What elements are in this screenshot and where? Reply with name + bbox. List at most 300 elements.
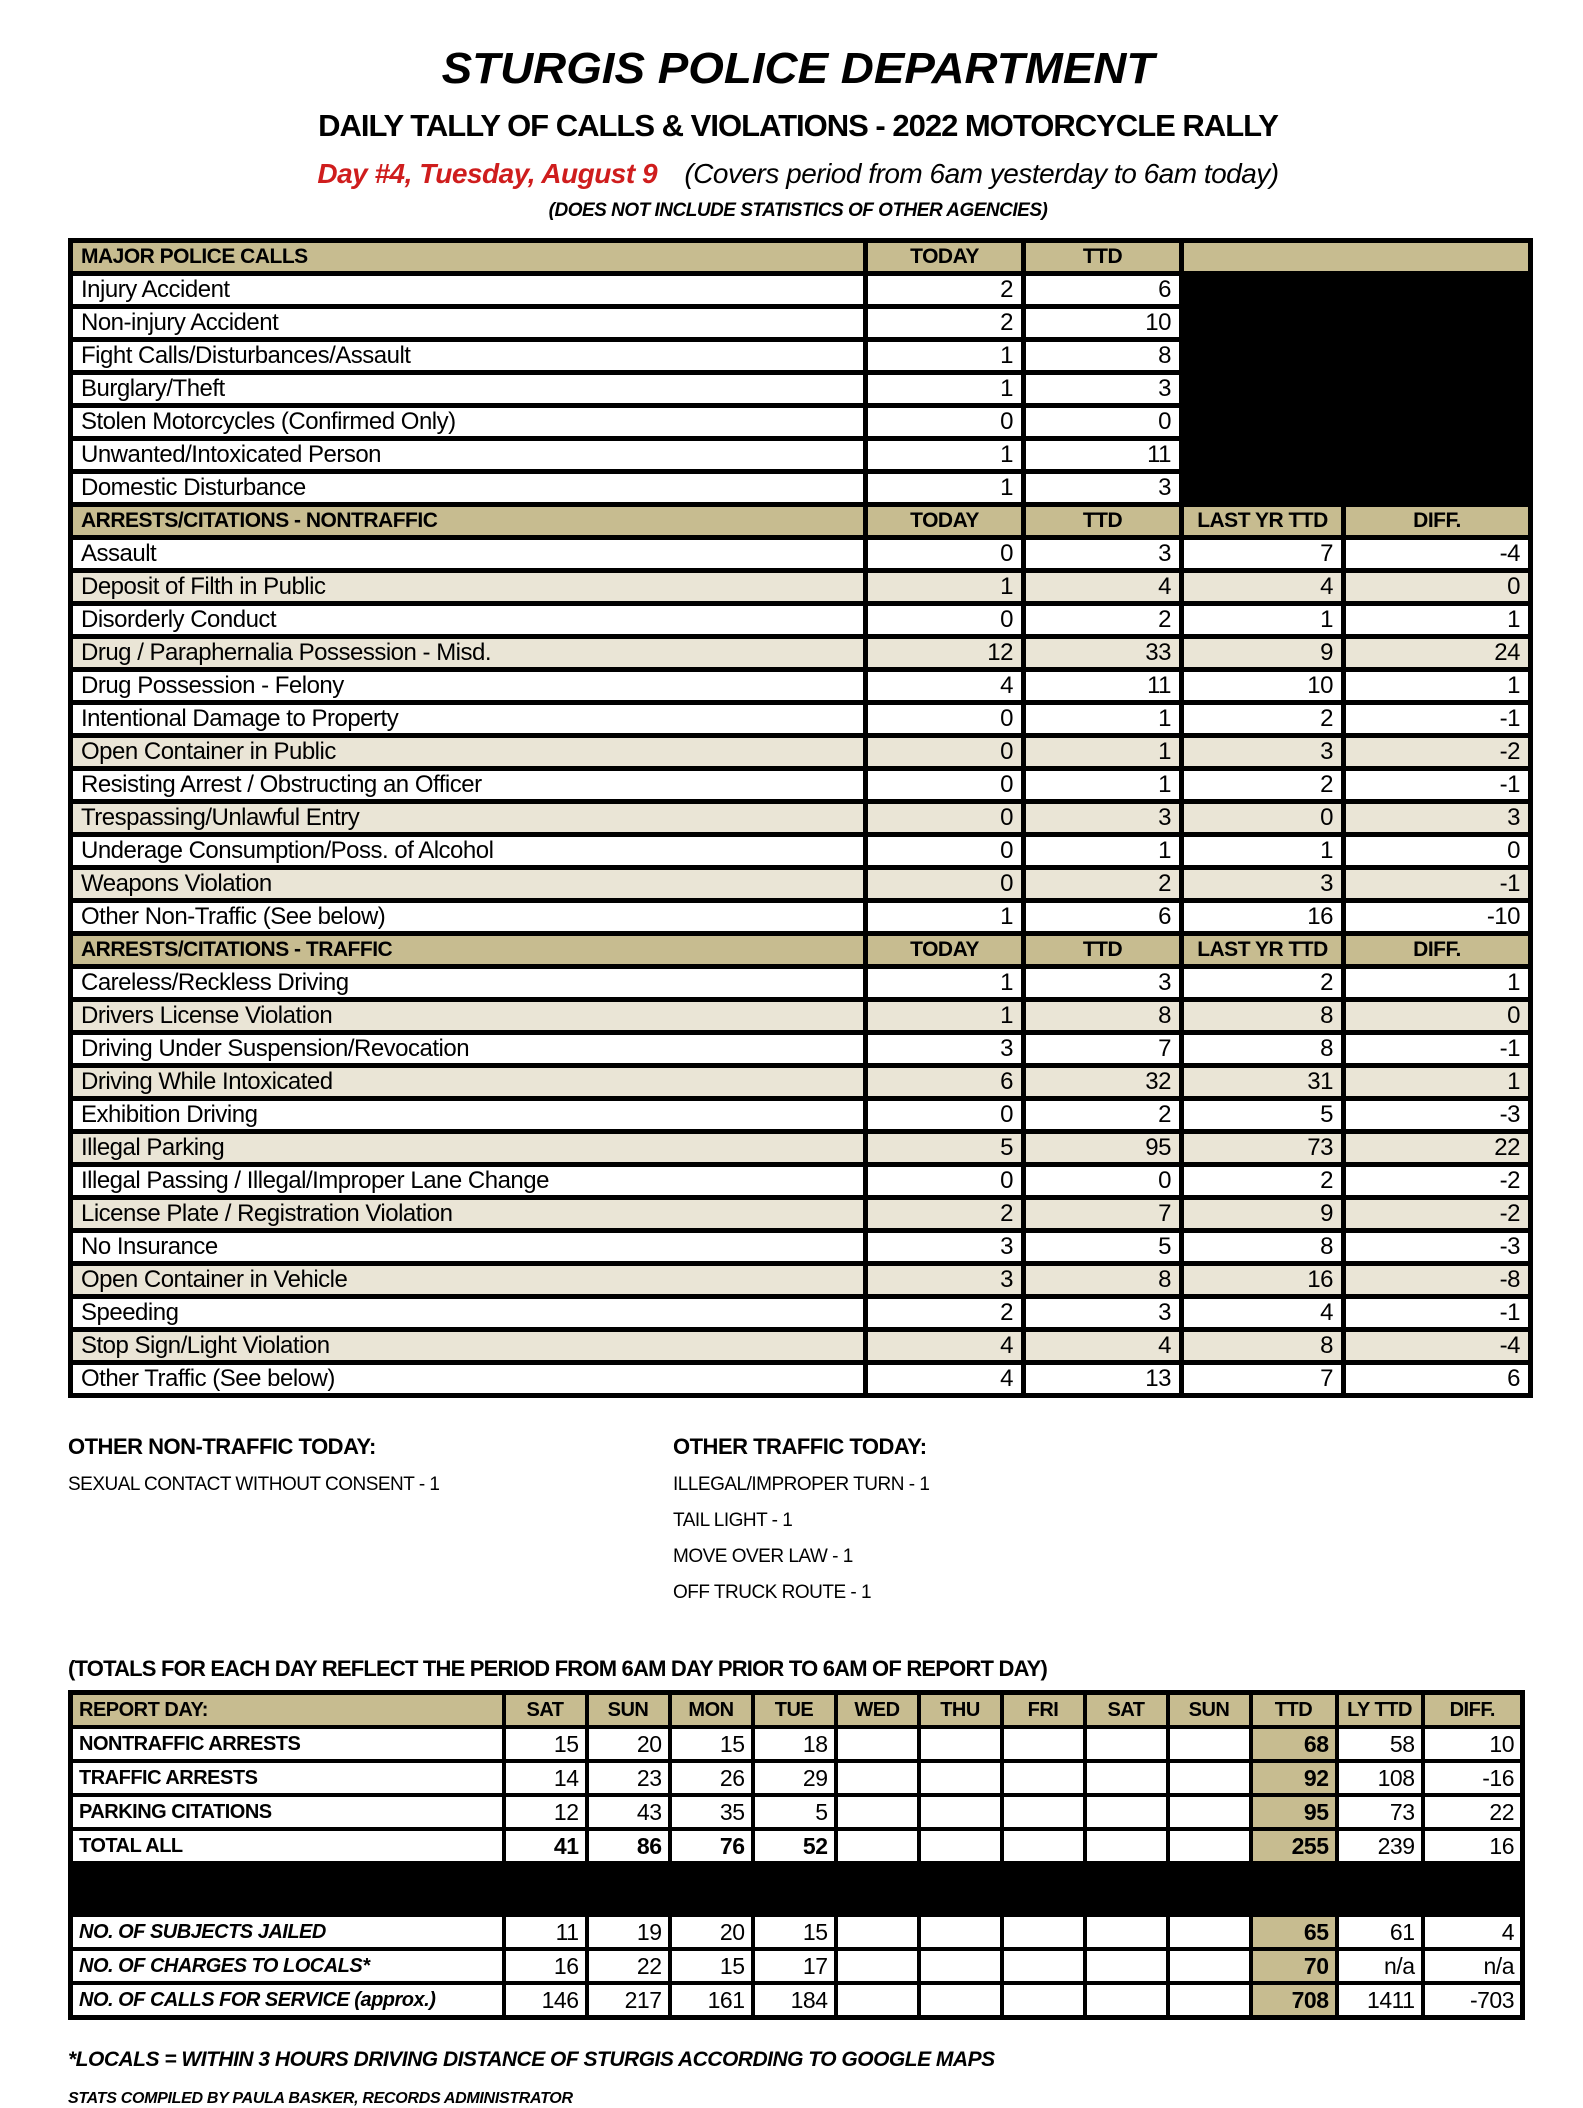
cell-ttd: 5 <box>1024 1231 1182 1264</box>
table-row <box>71 340 1531 373</box>
row-label: Drug Possession - Felony <box>71 670 866 703</box>
cell-day-fri <box>1002 1949 1085 1983</box>
summary-note: (TOTALS FOR EACH DAY REFLECT THE PERIOD FROM 6AM DAY PRIOR TO 6AM OF REPORT DAY) <box>68 1656 1048 1681</box>
col-header-sun2: SUN <box>1168 1693 1251 1728</box>
cell-day-sat: 14 <box>504 1761 587 1795</box>
cell-day-wed <box>836 1983 919 2018</box>
cell-ttd: 3 <box>1024 967 1182 1000</box>
cell-diff: -3 <box>1344 1099 1531 1132</box>
cell-day-tue: 17 <box>753 1949 836 1983</box>
list-item: ILLEGAL/IMPROPER TURN - 1 <box>673 1474 930 1495</box>
cell-diff: 0 <box>1344 571 1531 604</box>
cell-day-fri <box>1002 1795 1085 1829</box>
cell-day-wed <box>836 1915 919 1949</box>
cell-day-sun: 19 <box>587 1915 670 1949</box>
table-row <box>71 802 1531 835</box>
cell-day-thu <box>919 1829 1002 1863</box>
cell-ttd: 3 <box>1024 373 1182 406</box>
cell-day-sun2 <box>1168 1761 1251 1795</box>
cell-day-fri <box>1002 1983 1085 2018</box>
other-traffic-title: OTHER TRAFFIC TODAY: <box>673 1434 927 1459</box>
row-label: PARKING CITATIONS <box>71 1795 504 1829</box>
cell-day-sat2 <box>1085 1795 1168 1829</box>
table-row <box>71 769 1531 802</box>
section-header-row <box>71 505 1531 538</box>
traffic-body <box>71 967 1531 1396</box>
cell-day-wed <box>836 1727 919 1761</box>
col-header-last-yr-ttd: LAST YR TTD <box>1182 934 1344 967</box>
cell-ttd: 7 <box>1024 1033 1182 1066</box>
col-header-tue: TUE <box>753 1693 836 1728</box>
cell-day-mon: 15 <box>670 1949 753 1983</box>
row-label: Underage Consumption/Poss. of Alcohol <box>71 835 866 868</box>
cell-diff: -2 <box>1344 736 1531 769</box>
cell-day-mon: 20 <box>670 1915 753 1949</box>
row-label: License Plate / Registration Violation <box>71 1198 866 1231</box>
table-row <box>71 703 1531 736</box>
cell-diff: -1 <box>1344 868 1531 901</box>
row-label: NO. OF CALLS FOR SERVICE (approx.) <box>71 1983 504 2018</box>
cell-last-yr-ttd: 8 <box>1182 1330 1344 1363</box>
section-title-traffic: ARRESTS/CITATIONS - TRAFFIC <box>71 934 866 967</box>
cell-today: 0 <box>866 1165 1024 1198</box>
row-label: Speeding <box>71 1297 866 1330</box>
row-label: Exhibition Driving <box>71 1099 866 1132</box>
row-label: Careless/Reckless Driving <box>71 967 866 1000</box>
cell-ttd: 7 <box>1024 1198 1182 1231</box>
nontraffic-header <box>71 505 1531 538</box>
cell-last-yr-ttd: 2 <box>1182 703 1344 736</box>
cell-day-sat2 <box>1085 1949 1168 1983</box>
cell-ttd: 3 <box>1024 1297 1182 1330</box>
cell-today: 0 <box>866 736 1024 769</box>
summary-header <box>71 1693 1523 1728</box>
cell-day-mon: 15 <box>670 1727 753 1761</box>
cell-day-sat: 11 <box>504 1915 587 1949</box>
cell-today: 0 <box>866 868 1024 901</box>
tally-table <box>68 238 1533 1398</box>
cell-today: 0 <box>866 406 1024 439</box>
cell-ttd: 0 <box>1024 1165 1182 1198</box>
table-row <box>71 967 1531 1000</box>
summary-table <box>68 1690 1525 2020</box>
cell-ttd: 4 <box>1024 1330 1182 1363</box>
other-nontraffic-list <box>68 1434 673 1604</box>
cell-ttd: 68 <box>1251 1727 1337 1761</box>
section-header-row <box>71 934 1531 967</box>
row-label: Trespassing/Unlawful Entry <box>71 802 866 835</box>
cell-ly-ttd: 239 <box>1337 1829 1423 1863</box>
cell-day-sun2 <box>1168 1795 1251 1829</box>
footnote-locals: *LOCALS = WITHIN 3 HOURS DRIVING DISTANCE OF STURGIS ACCORDING TO GOOGLE MAPS <box>68 2048 995 2071</box>
cell-last-yr-ttd: 4 <box>1182 571 1344 604</box>
cell-last-yr-ttd: 1 <box>1182 604 1344 637</box>
table-row <box>71 307 1531 340</box>
major-calls-body <box>71 274 1531 505</box>
cell-day-wed <box>836 1949 919 1983</box>
col-header-ttd: TTD <box>1024 934 1182 967</box>
cell-ttd: 10 <box>1024 307 1182 340</box>
list-item: SEXUAL CONTACT WITHOUT CONSENT - 1 <box>68 1474 440 1495</box>
row-label: Disorderly Conduct <box>71 604 866 637</box>
cell-last-yr-ttd: 1 <box>1182 835 1344 868</box>
cell-day-sun: 43 <box>587 1795 670 1829</box>
cell-diff: -2 <box>1344 1198 1531 1231</box>
cell-day-sat: 12 <box>504 1795 587 1829</box>
cell-day-mon: 161 <box>670 1983 753 2018</box>
cell-day-thu <box>919 1795 1002 1829</box>
cell-day-wed <box>836 1761 919 1795</box>
table-row <box>71 1795 1523 1829</box>
cell-day-sat: 16 <box>504 1949 587 1983</box>
cell-diff: -1 <box>1344 769 1531 802</box>
cell-last-yr-ttd: 8 <box>1182 1231 1344 1264</box>
cell-today: 2 <box>866 307 1024 340</box>
cell-day-sun: 20 <box>587 1727 670 1761</box>
cell-last-yr-ttd: 7 <box>1182 1363 1344 1396</box>
col-header-report-day: REPORT DAY: <box>71 1693 504 1728</box>
cell-last-yr-ttd: 31 <box>1182 1066 1344 1099</box>
cell-ttd: 95 <box>1024 1132 1182 1165</box>
cell-day-sat2 <box>1085 1727 1168 1761</box>
cell-ttd: 65 <box>1251 1915 1337 1949</box>
row-label: NO. OF SUBJECTS JAILED <box>71 1915 504 1949</box>
cell-diff: n/a <box>1423 1949 1523 1983</box>
cell-today: 2 <box>866 1297 1024 1330</box>
cell-ttd: 1 <box>1024 703 1182 736</box>
cell-last-yr-ttd: 16 <box>1182 901 1344 934</box>
cell-today: 1 <box>866 439 1024 472</box>
cell-day-thu <box>919 1915 1002 1949</box>
cell-day-tue: 52 <box>753 1829 836 1863</box>
cell-today: 3 <box>866 1033 1024 1066</box>
cell-day-sat: 41 <box>504 1829 587 1863</box>
cell-day-thu <box>919 1983 1002 2018</box>
row-label: Assault <box>71 538 866 571</box>
table-row <box>71 1231 1531 1264</box>
redacted-cell <box>1182 373 1531 406</box>
cell-ttd: 3 <box>1024 538 1182 571</box>
cell-today: 1 <box>866 373 1024 406</box>
cell-ttd: 8 <box>1024 1264 1182 1297</box>
row-label: TOTAL ALL <box>71 1829 504 1863</box>
cell-day-tue: 184 <box>753 1983 836 2018</box>
table-row <box>71 1264 1531 1297</box>
row-label: Weapons Violation <box>71 868 866 901</box>
cell-today: 1 <box>866 472 1024 505</box>
cell-ttd: 2 <box>1024 868 1182 901</box>
row-label: NONTRAFFIC ARRESTS <box>71 1727 504 1761</box>
cell-diff: -4 <box>1344 538 1531 571</box>
table-row <box>71 736 1531 769</box>
cell-last-yr-ttd: 2 <box>1182 967 1344 1000</box>
table-row <box>71 670 1531 703</box>
row-label: NO. OF CHARGES TO LOCALS* <box>71 1949 504 1983</box>
summary-header-row <box>71 1693 1523 1728</box>
row-label: Driving While Intoxicated <box>71 1066 866 1099</box>
col-header-ly-ttd: LY TTD <box>1337 1693 1423 1728</box>
cell-today: 1 <box>866 967 1024 1000</box>
cell-day-fri <box>1002 1915 1085 1949</box>
cell-ttd: 95 <box>1251 1795 1337 1829</box>
cell-ttd: 13 <box>1024 1363 1182 1396</box>
cell-day-sat2 <box>1085 1829 1168 1863</box>
redacted-cell <box>1182 472 1531 505</box>
cell-ttd: 32 <box>1024 1066 1182 1099</box>
cell-day-sun2 <box>1168 1983 1251 2018</box>
cell-today: 12 <box>866 637 1024 670</box>
cell-diff: -8 <box>1344 1264 1531 1297</box>
cell-ttd: 8 <box>1024 1000 1182 1033</box>
table-row <box>71 1066 1531 1099</box>
cell-today: 1 <box>866 1000 1024 1033</box>
redacted-cell <box>1182 406 1531 439</box>
table-row <box>71 1727 1523 1761</box>
col-header-ttd: TTD <box>1024 241 1182 274</box>
black-separator <box>71 1863 1523 1915</box>
row-label: Open Container in Vehicle <box>71 1264 866 1297</box>
cell-day-sat: 15 <box>504 1727 587 1761</box>
cell-today: 2 <box>866 274 1024 307</box>
row-label: Fight Calls/Disturbances/Assault <box>71 340 866 373</box>
cell-last-yr-ttd: 2 <box>1182 1165 1344 1198</box>
cell-day-tue: 29 <box>753 1761 836 1795</box>
redacted-block <box>1182 241 1531 274</box>
cell-diff: -703 <box>1423 1983 1523 2018</box>
cell-ttd: 11 <box>1024 670 1182 703</box>
cell-last-yr-ttd: 0 <box>1182 802 1344 835</box>
col-header-fri: FRI <box>1002 1693 1085 1728</box>
cell-last-yr-ttd: 16 <box>1182 1264 1344 1297</box>
cell-today: 1 <box>866 340 1024 373</box>
col-header-today: TODAY <box>866 241 1024 274</box>
summary-body-bottom <box>71 1915 1523 2018</box>
cell-ttd: 1 <box>1024 835 1182 868</box>
cell-ttd: 0 <box>1024 406 1182 439</box>
cell-ly-ttd: 73 <box>1337 1795 1423 1829</box>
cell-today: 0 <box>866 1099 1024 1132</box>
cell-ttd: 70 <box>1251 1949 1337 1983</box>
cell-day-wed <box>836 1795 919 1829</box>
table-row <box>71 1000 1531 1033</box>
table-row <box>71 637 1531 670</box>
col-header-diff: DIFF. <box>1344 934 1531 967</box>
cell-ttd: 92 <box>1251 1761 1337 1795</box>
cell-ttd: 8 <box>1024 340 1182 373</box>
cell-today: 0 <box>866 802 1024 835</box>
section-title-nontraffic: ARRESTS/CITATIONS - NONTRAFFIC <box>71 505 866 538</box>
row-label: Other Non-Traffic (See below) <box>71 901 866 934</box>
cell-today: 0 <box>866 835 1024 868</box>
cell-day-sun: 22 <box>587 1949 670 1983</box>
col-header-today: TODAY <box>866 934 1024 967</box>
cell-day-sun2 <box>1168 1915 1251 1949</box>
row-label: TRAFFIC ARRESTS <box>71 1761 504 1795</box>
cell-today: 4 <box>866 670 1024 703</box>
table-row <box>71 1330 1531 1363</box>
table-row <box>71 1983 1523 2018</box>
cell-day-sun2 <box>1168 1727 1251 1761</box>
cell-last-yr-ttd: 7 <box>1182 538 1344 571</box>
cell-day-fri <box>1002 1829 1085 1863</box>
cell-day-sun: 86 <box>587 1829 670 1863</box>
cell-last-yr-ttd: 10 <box>1182 670 1344 703</box>
list-item: OFF TRUCK ROUTE - 1 <box>673 1582 872 1603</box>
table-row <box>71 1363 1531 1396</box>
cell-today: 1 <box>866 901 1024 934</box>
cell-diff: 1 <box>1344 670 1531 703</box>
cell-diff: -2 <box>1344 1165 1531 1198</box>
row-label: Burglary/Theft <box>71 373 866 406</box>
cell-diff: -4 <box>1344 1330 1531 1363</box>
redacted-cell <box>1182 439 1531 472</box>
cell-ttd: 6 <box>1024 901 1182 934</box>
agency-note: (DOES NOT INCLUDE STATISTICS OF OTHER AGENCIES) <box>548 200 1048 221</box>
footnote-compiled: STATS COMPILED BY PAULA BASKER, RECORDS ADMINISTRATOR <box>68 2090 573 2107</box>
cell-diff: -1 <box>1344 703 1531 736</box>
table-row <box>71 1165 1531 1198</box>
col-header-sat: SAT <box>504 1693 587 1728</box>
cell-diff: 1 <box>1344 967 1531 1000</box>
cell-ly-ttd: 58 <box>1337 1727 1423 1761</box>
summary-body-top <box>71 1727 1523 1863</box>
cell-last-yr-ttd: 8 <box>1182 1000 1344 1033</box>
row-label: Non-injury Accident <box>71 307 866 340</box>
row-label: Unwanted/Intoxicated Person <box>71 439 866 472</box>
row-label: Open Container in Public <box>71 736 866 769</box>
cell-day-sun: 217 <box>587 1983 670 2018</box>
cell-day-sat2 <box>1085 1983 1168 2018</box>
row-label: Deposit of Filth in Public <box>71 571 866 604</box>
row-label: No Insurance <box>71 1231 866 1264</box>
cell-day-sun2 <box>1168 1829 1251 1863</box>
nontraffic-body <box>71 538 1531 934</box>
row-label: Injury Accident <box>71 274 866 307</box>
cell-day-fri <box>1002 1761 1085 1795</box>
section-header-row <box>71 241 1531 274</box>
cell-ttd: 2 <box>1024 604 1182 637</box>
col-header-wed: WED <box>836 1693 919 1728</box>
cell-ly-ttd: n/a <box>1337 1949 1423 1983</box>
cell-day-mon: 26 <box>670 1761 753 1795</box>
other-traffic-list <box>673 1434 1528 1604</box>
table-row <box>71 901 1531 934</box>
cell-ttd: 33 <box>1024 637 1182 670</box>
cell-ttd: 3 <box>1024 472 1182 505</box>
cell-ly-ttd: 108 <box>1337 1761 1423 1795</box>
cell-day-tue: 18 <box>753 1727 836 1761</box>
table-row <box>71 1198 1531 1231</box>
cell-ttd: 6 <box>1024 274 1182 307</box>
cell-day-sat2 <box>1085 1915 1168 1949</box>
col-header-diff: DIFF. <box>1344 505 1531 538</box>
cell-today: 3 <box>866 1264 1024 1297</box>
cell-last-yr-ttd: 3 <box>1182 736 1344 769</box>
cell-last-yr-ttd: 9 <box>1182 1198 1344 1231</box>
table-row <box>71 1297 1531 1330</box>
cell-today: 3 <box>866 1231 1024 1264</box>
cell-diff: 24 <box>1344 637 1531 670</box>
cell-diff: 3 <box>1344 802 1531 835</box>
cell-day-sat: 146 <box>504 1983 587 2018</box>
col-header-diff: DIFF. <box>1423 1693 1523 1728</box>
cell-day-thu <box>919 1727 1002 1761</box>
cell-day-wed <box>836 1829 919 1863</box>
col-header-mon: MON <box>670 1693 753 1728</box>
table-row <box>71 472 1531 505</box>
row-label: Intentional Damage to Property <box>71 703 866 736</box>
black-separator-row <box>71 1863 1523 1915</box>
cell-today: 2 <box>866 1198 1024 1231</box>
cell-ttd: 708 <box>1251 1983 1337 2018</box>
cell-last-yr-ttd: 3 <box>1182 868 1344 901</box>
table-row <box>71 835 1531 868</box>
cell-diff: 0 <box>1344 835 1531 868</box>
row-label: Driving Under Suspension/Revocation <box>71 1033 866 1066</box>
table-row <box>71 373 1531 406</box>
col-header-ttd: TTD <box>1251 1693 1337 1728</box>
other-nontraffic-title: OTHER NON-TRAFFIC TODAY: <box>68 1434 376 1459</box>
col-header-today: TODAY <box>866 505 1024 538</box>
table-row <box>71 1033 1531 1066</box>
cell-day-thu <box>919 1761 1002 1795</box>
redacted-cell <box>1182 274 1531 307</box>
cell-last-yr-ttd: 8 <box>1182 1033 1344 1066</box>
table-row <box>71 1915 1523 1949</box>
col-header-sat2: SAT <box>1085 1693 1168 1728</box>
cell-day-mon: 76 <box>670 1829 753 1863</box>
other-lists <box>68 1434 1528 1604</box>
table-row <box>71 1132 1531 1165</box>
row-label: Resisting Arrest / Obstructing an Officer <box>71 769 866 802</box>
cell-diff: 22 <box>1423 1795 1523 1829</box>
cell-diff: 6 <box>1344 1363 1531 1396</box>
col-header-last-yr-ttd: LAST YR TTD <box>1182 505 1344 538</box>
section-title-major-calls: MAJOR POLICE CALLS <box>71 241 866 274</box>
cell-today: 0 <box>866 769 1024 802</box>
cell-ttd: 4 <box>1024 571 1182 604</box>
cell-last-yr-ttd: 9 <box>1182 637 1344 670</box>
row-label: Domestic Disturbance <box>71 472 866 505</box>
row-label: Other Traffic (See below) <box>71 1363 866 1396</box>
cell-day-sat2 <box>1085 1761 1168 1795</box>
cell-diff: 1 <box>1344 1066 1531 1099</box>
cell-today: 4 <box>866 1363 1024 1396</box>
day-label: Day #4, Tuesday, August 9 <box>317 158 658 189</box>
table-row <box>71 406 1531 439</box>
col-header-thu: THU <box>919 1693 1002 1728</box>
cell-day-thu <box>919 1949 1002 1983</box>
cell-ttd: 2 <box>1024 1099 1182 1132</box>
cell-today: 4 <box>866 1330 1024 1363</box>
page-subtitle: DAILY TALLY OF CALLS & VIOLATIONS - 2022 MOTORCYCLE RALLY <box>318 108 1278 143</box>
cell-diff: -10 <box>1344 901 1531 934</box>
cell-day-tue: 15 <box>753 1915 836 1949</box>
cell-ttd: 3 <box>1024 802 1182 835</box>
row-label: Drug / Paraphernalia Possession - Misd. <box>71 637 866 670</box>
cell-diff: 22 <box>1344 1132 1531 1165</box>
cell-day-sun: 23 <box>587 1761 670 1795</box>
table-row <box>71 1949 1523 1983</box>
cell-ly-ttd: 1411 <box>1337 1983 1423 2018</box>
page-title: STURGIS POLICE DEPARTMENT <box>441 44 1155 93</box>
cell-today: 5 <box>866 1132 1024 1165</box>
cell-last-yr-ttd: 5 <box>1182 1099 1344 1132</box>
cell-diff: 10 <box>1423 1727 1523 1761</box>
table-row <box>71 538 1531 571</box>
table-row <box>71 1761 1523 1795</box>
major-calls-header <box>71 241 1531 274</box>
